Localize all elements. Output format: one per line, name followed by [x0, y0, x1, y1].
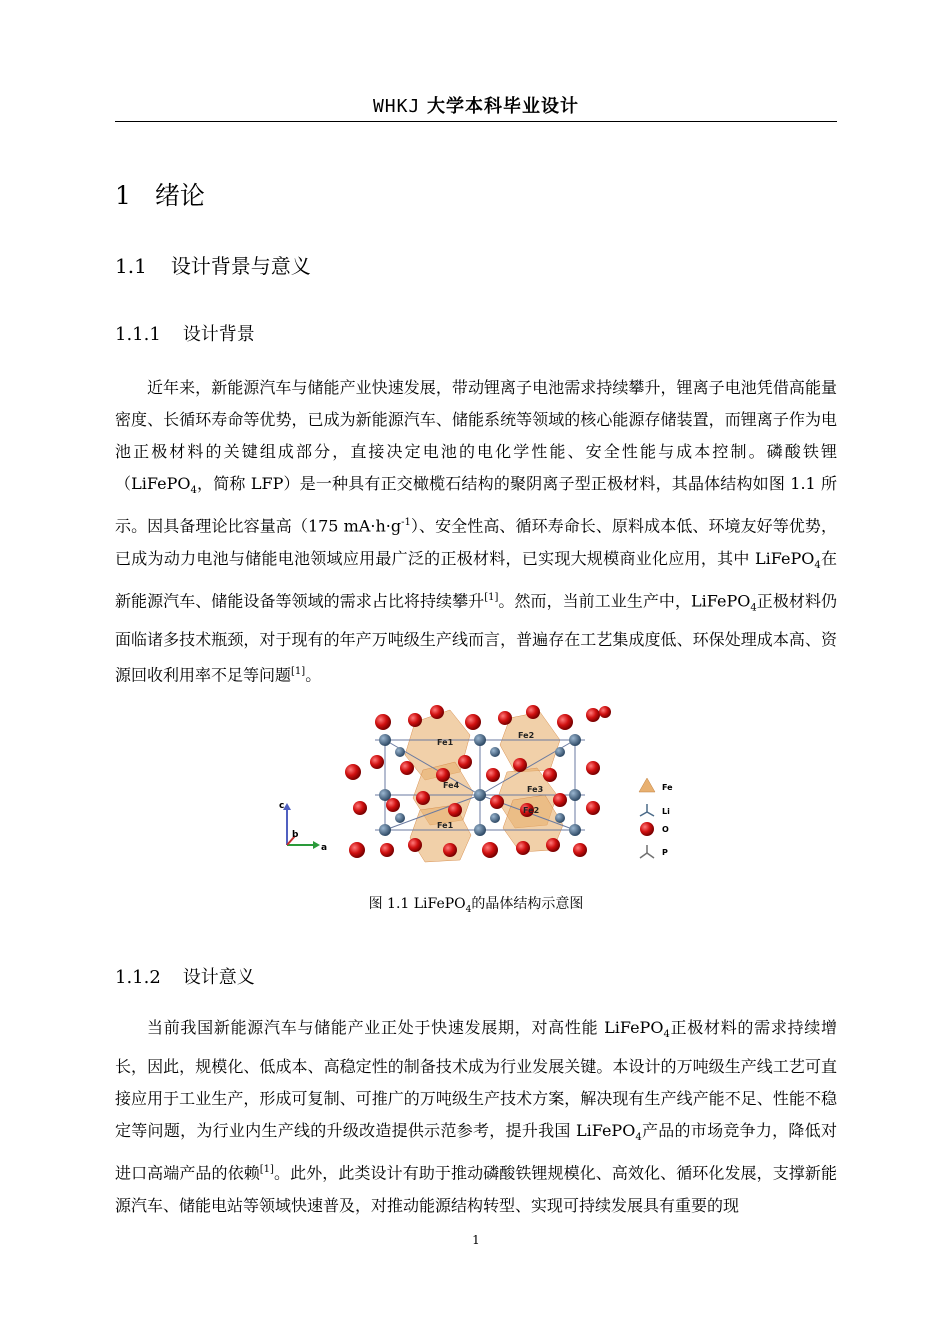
citation-ref: [1]: [259, 1164, 274, 1176]
section-title: 设计背景与意义: [170, 254, 311, 278]
fe-label: Fe3: [527, 785, 544, 794]
text-run: ，简称 LFP）是一种具有正交橄榄石结构的聚阴离子型正极材料，其晶体结构如图 1.1 所示。因具备理论比容量高（175 mA·h·g: [115, 474, 837, 536]
legend-p-swatch: [640, 845, 654, 858]
text-run: 当前我国新能源汽车与储能产业正处于快速发展期，对高性能 LiFePO: [147, 1018, 664, 1037]
legend-li-swatch: [640, 804, 654, 816]
citation-ref: [1]: [291, 666, 306, 678]
text-run: 近年来，新能源汽车与储能产业快速发展，带动锂离子电池需求持续攀升，锂离子电池凭借高能量密度、长循环寿命等优势，已成为新能源汽车、储能系统等领域的核心能源存储装置，而锂离子作为电池正极材料的关键组成部分，直接决定电池的电化学性能、安全性能与成本控制。磷酸铁锂（LiFePO: [115, 378, 837, 493]
text-run: 产品的市场竞争力，降低对进口高端产品的依赖: [115, 1121, 837, 1183]
text-run: 。然而，当前工业生产中，LiFePO: [498, 591, 751, 611]
figure-caption: [115, 893, 837, 915]
text-run: 在新能源汽车、储能设备等领域的需求占比将持续攀升: [115, 548, 837, 611]
subscript: 4: [635, 1132, 642, 1144]
subsection-title: 设计背景: [182, 324, 255, 345]
subsection-heading-background: [115, 320, 255, 346]
legend-fe-label: Fe: [662, 783, 673, 792]
chapter-number: 1: [115, 181, 131, 210]
subscript: 4: [750, 602, 757, 614]
text-run: 。此外，此类设计有助于推动磷酸铁锂规模化、高效化、循环化发展，支撑新能源汽车、储能电站等领域快速普及，对推动能源结构转型、实现可持续发展具有重要的现: [115, 1163, 837, 1215]
legend-o-label: O: [662, 825, 669, 834]
subscript: 4: [465, 904, 472, 915]
caption-text: 的晶体结构示意图: [471, 896, 584, 912]
subsection-title: 设计意义: [182, 967, 255, 988]
axis-label-b: b: [292, 830, 299, 840]
text-run: 。: [305, 665, 322, 685]
page-header: [115, 92, 837, 118]
legend-fe-swatch: [639, 778, 655, 792]
citation-ref: [1]: [484, 591, 499, 603]
axis-label-c: c: [279, 801, 285, 811]
crystal-structure-figure: [275, 700, 675, 870]
axes-indicator: [279, 801, 327, 853]
axis-label-a: a: [321, 843, 328, 853]
subscript: 4: [190, 485, 197, 497]
fe-label: Fe1: [437, 821, 454, 830]
subscript: 4: [814, 559, 821, 571]
caption-text: 图 1.1 LiFePO: [368, 896, 466, 912]
section-number: 1.1: [115, 254, 147, 278]
fe-label: Fe4: [443, 781, 460, 790]
subsection-number: 1.1.2: [115, 967, 161, 988]
header-latin: WHKJ: [372, 96, 421, 117]
header-title: 大学本科毕业设计: [427, 96, 580, 117]
text-run: ）、安全性高、循环寿命长、原料成本低、环境友好等优势，已成为动力电池与储能电池领域应用最广泛的正极材料，已实现大规模商业化应用，其中 LiFePO: [115, 516, 837, 568]
legend-li-label: Li: [662, 807, 670, 816]
header-rule: [115, 121, 837, 122]
text-run: 正极材料的需求持续增长，因此，规模化、低成本、高稳定性的制备技术成为行业发展关键。本设计的万吨级生产线工艺可直接应用于工业生产，形成可复制、可推广的万吨级生产技术方案，解决现有生产线产能不足、性能不稳定等问题，为行业内生产线的升级改造提供示范参考，提升我国 LiFePO: [115, 1018, 837, 1141]
fe-label: Fe2: [518, 731, 535, 740]
fe-label: Fe2: [523, 806, 540, 815]
subscript: 4: [663, 1029, 670, 1041]
legend-p-label: P: [662, 848, 668, 857]
subsection-heading-significance: [115, 963, 255, 989]
fe-label: Fe1: [437, 738, 454, 747]
text-run: 正极材料仍面临诸多技术瓶颈，对于现有的年产万吨级生产线而言，普遍存在工艺集成度低、环保处理成本高、资源回收利用率不足等问题: [115, 591, 837, 685]
subsection-number: 1.1.1: [115, 324, 161, 345]
paragraph-background: [115, 372, 837, 692]
page-number: 1: [472, 1233, 480, 1247]
figure-legend: [639, 778, 673, 858]
superscript: -1: [401, 517, 411, 529]
section-heading: [115, 250, 311, 279]
chapter-heading: [115, 176, 205, 212]
paragraph-significance: [115, 1012, 837, 1222]
chapter-title: 绪论: [154, 181, 205, 210]
legend-o-swatch: [640, 822, 654, 836]
